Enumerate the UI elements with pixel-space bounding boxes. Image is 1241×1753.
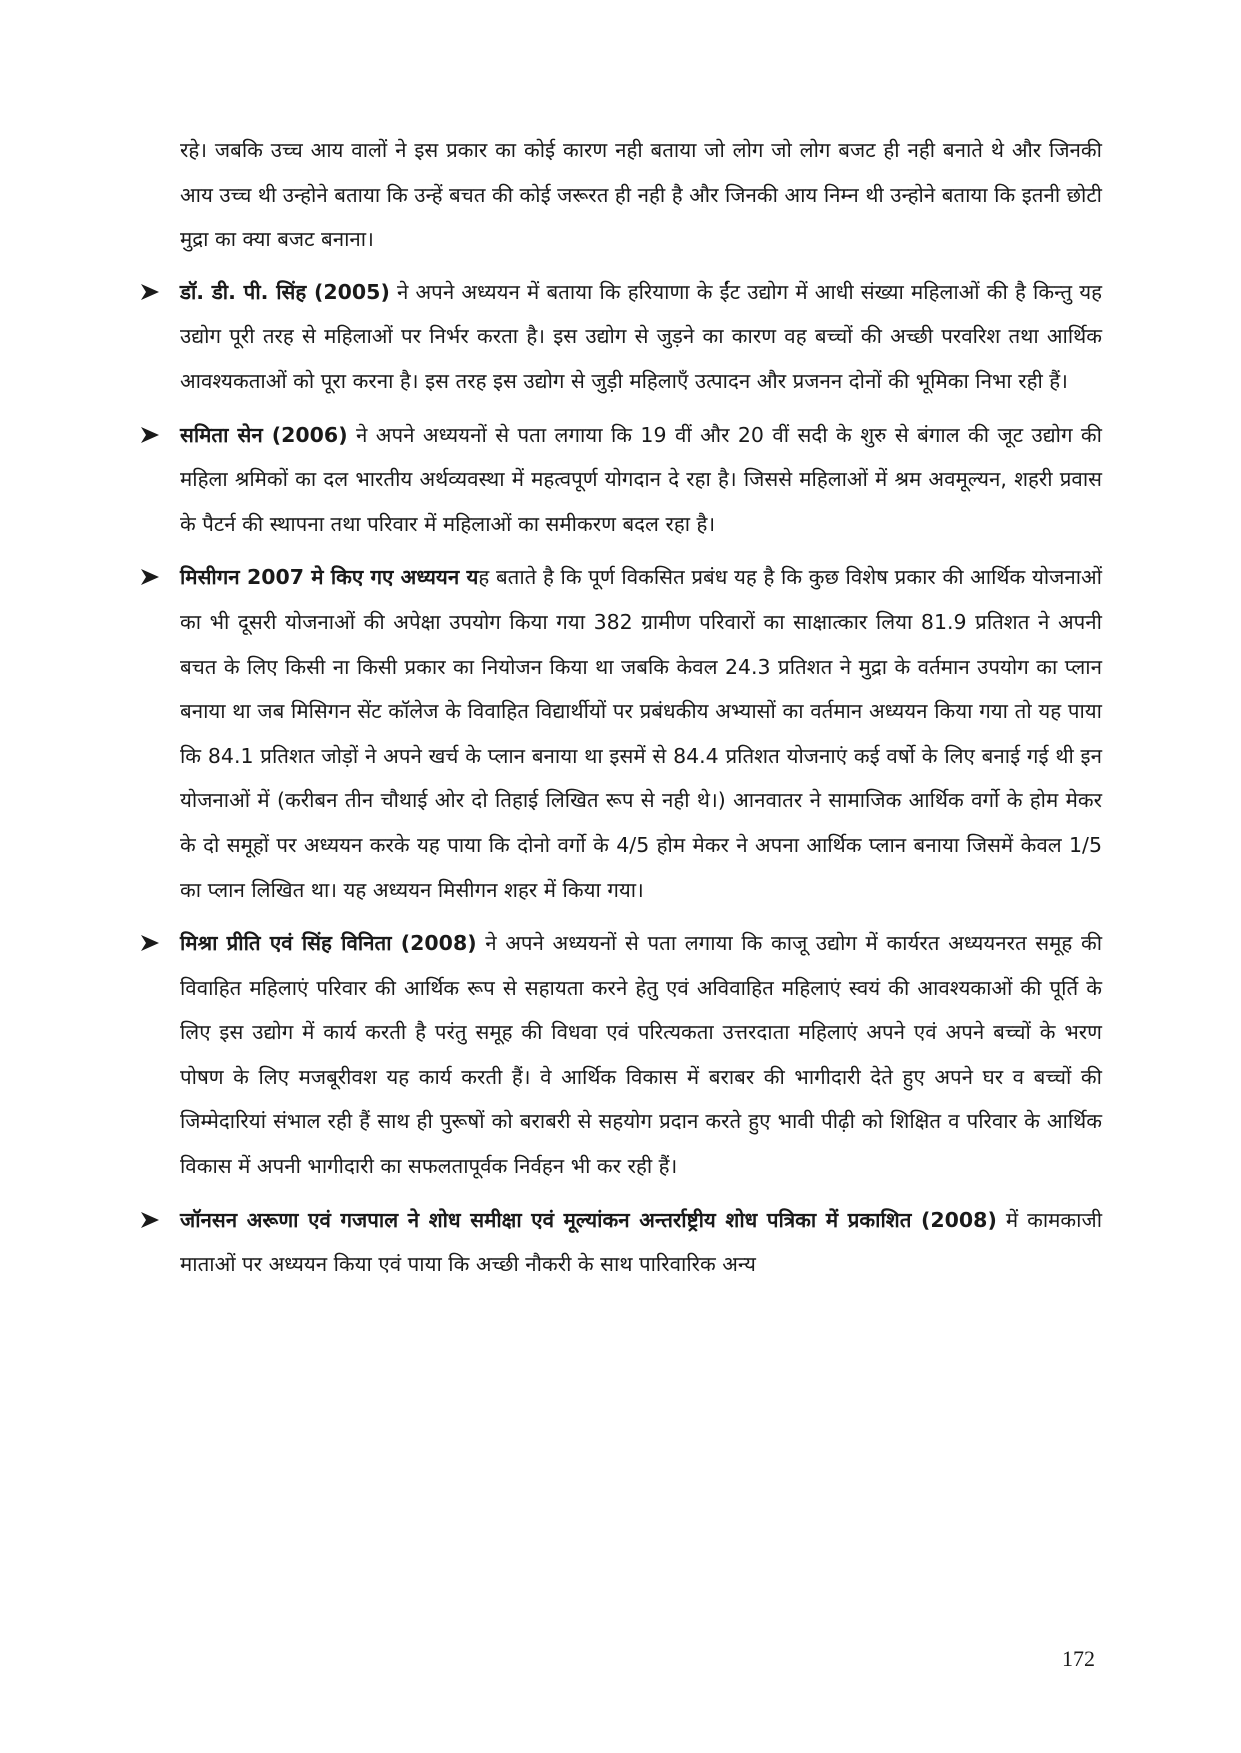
citation-author: जॉनसन अरूणा एवं गजपाल ने शोध समीक्षा एवं मूल्यांकन अन्तर्राष्ट्रीय शोध पत्रिका में प्रकाशित (2008) [180, 1207, 997, 1232]
citation-text: ने अपने अध्ययन में बताया कि हरियाणा के ईंट उद्योग में आधी संख्या महिलाओं की है किन्तु यह उद्योग पूरी तरह से महिलाओं पर निर्भर करता है। इस उद्योग से जुड़ने का कारण वह बच्चों की अच्छी परवरिश तथा आर्थिक आवश्यकताओं को पूरा करना है। इस तरह इस उद्योग से जुड़ी महिलाएँ उत्पादन और प्रजनन दोनों की भूमिका निभा रही हैं। [180, 279, 1103, 393]
list-item [180, 413, 1102, 547]
citation-text: ने अपने अध्ययनों से पता लगाया कि काजू उद्योग में कार्यरत अध्ययनरत समूह की विवाहित महिलाएं परिवार की आर्थिक रूप से सहायता करने हेतु एवं अविवाहित महिलाएं स्वयं की आवश्यकाओं की पूर्ति के लिए इस उद्योग में कार्य करती है परंतु समूह की विधवा एवं परित्यकता उत्तरदाता महिलाएं अपने एवं अपने बच्चों के भरण पोषण के लिए मजबूरीवश यह कार्य करती हैं। वे आर्थिक विकास में बराबर की भागीदारी देते हुए अपने घर व बच्चों की जिम्मेदारियां संभाल रही हैं साथ ही पुरूषों को बराबरी से सहयोग प्रदान करते हुए भावी पीढ़ी को शिक्षित व परिवार के आर्थिक विकास में अपनी भागीदारी का सफलतापूर्वक निर्वहन भी कर रही हैं। [180, 931, 1102, 1179]
list-item [180, 555, 1102, 912]
arrow-bullet-icon [130, 1198, 170, 1242]
intro-paragraph: रहे। जबकि उच्च आय वालों ने इस प्रकार का कोई कारण नही बताया जो लोग जो लोग बजट ही नही बनाते थे और जिनकी आय उच्च थी उन्होने बताया कि उन्हें बचत की कोई जरूरत ही नही है और जिनकी आय निम्न थी उन्होने बताया कि इतनी छोटी मुद्रा का क्या बजट बनाना। [180, 138, 1102, 252]
arrow-bullet-icon [130, 413, 170, 457]
citation-text: में कामकाजी माताओं पर अध्ययन किया एवं पाया कि अच्छी नौकरी के साथ पारिवारिक अन्य [180, 1207, 1102, 1277]
arrow-bullet-icon [130, 270, 170, 314]
citation-text: ह बताते है कि पूर्ण विकसित प्रबंध यह है कि कुछ विशेष प्रकार की आर्थिक योजनाओं का भी दूसरी योजनाओं की अपेक्षा उपयोग किया गया 382 ग्रामीण परिवारों का साक्षात्कार लिया 81.9 प्रतिशत ने अपनी बचत के लिए किसी ना किसी प्रकार का नियोजन किया था जबकि केवल 24.3 प्रतिशत ने मुद्रा के वर्तमान उपयोग का प्लान बनाया था जब मिसिगन सेंट कॉलेज के विवाहित विद्यार्थीयों पर प्रबंधकीय अभ्यासों का वर्तमान अध्ययन किया गया तो यह पाया कि 84.1 प्रतिशत जोड़ों ने अपने खर्च के प्लान बनाया था इसमें से 84.4 प्रतिशत योजनाएं कई वर्षो के लिए बनाई गई थी इन योजनाओं में (करीबन तीन चौथाई ओर दो तिहाई लिखित रूप से नही थे।) आनवातर ने सामाजिक आर्थिक वर्गो के होम मेकर के दो समूहों पर अध्ययन करके यह पाया कि दोनो वर्गो के 4/5 होम मेकर ने अपना आर्थिक प्लान बनाया जिसमें केवल 1/5 का प्लान लिखित था। यह अध्ययन मिसीगन शहर में किया गया। [180, 565, 1102, 902]
list-item [180, 1198, 1102, 1287]
citation-author: मिसीगन 2007 मे किए गए अध्ययन य [180, 565, 479, 590]
arrow-bullet-icon [130, 921, 170, 965]
document-body [180, 128, 1102, 1296]
citation-author: समिता सेन (2006) [180, 422, 348, 447]
list-item [180, 921, 1102, 1189]
page-number: 172 [1062, 1646, 1095, 1671]
arrow-bullet-icon [130, 555, 170, 599]
citation-text: ने अपने अध्ययनों से पता लगाया कि 19 वीं और 20 वीं सदी के शुरु से बंगाल की जूट उद्योग की महिला श्रमिकों का दल भारतीय अर्थव्यवस्था में महत्वपूर्ण योगदान दे रहा है। जिससे महिलाओं में श्रम अवमूल्यन, शहरी प्रवास के पैटर्न की स्थापना तथा परिवार में महिलाओं का समीकरण बदल रहा है। [180, 422, 1102, 536]
citation-author: डॉ. डी. पी. सिंह (2005) [180, 279, 390, 304]
citation-author: मिश्रा प्रीति एवं सिंह विनिता (2008) [180, 931, 477, 956]
list-item [180, 270, 1102, 404]
